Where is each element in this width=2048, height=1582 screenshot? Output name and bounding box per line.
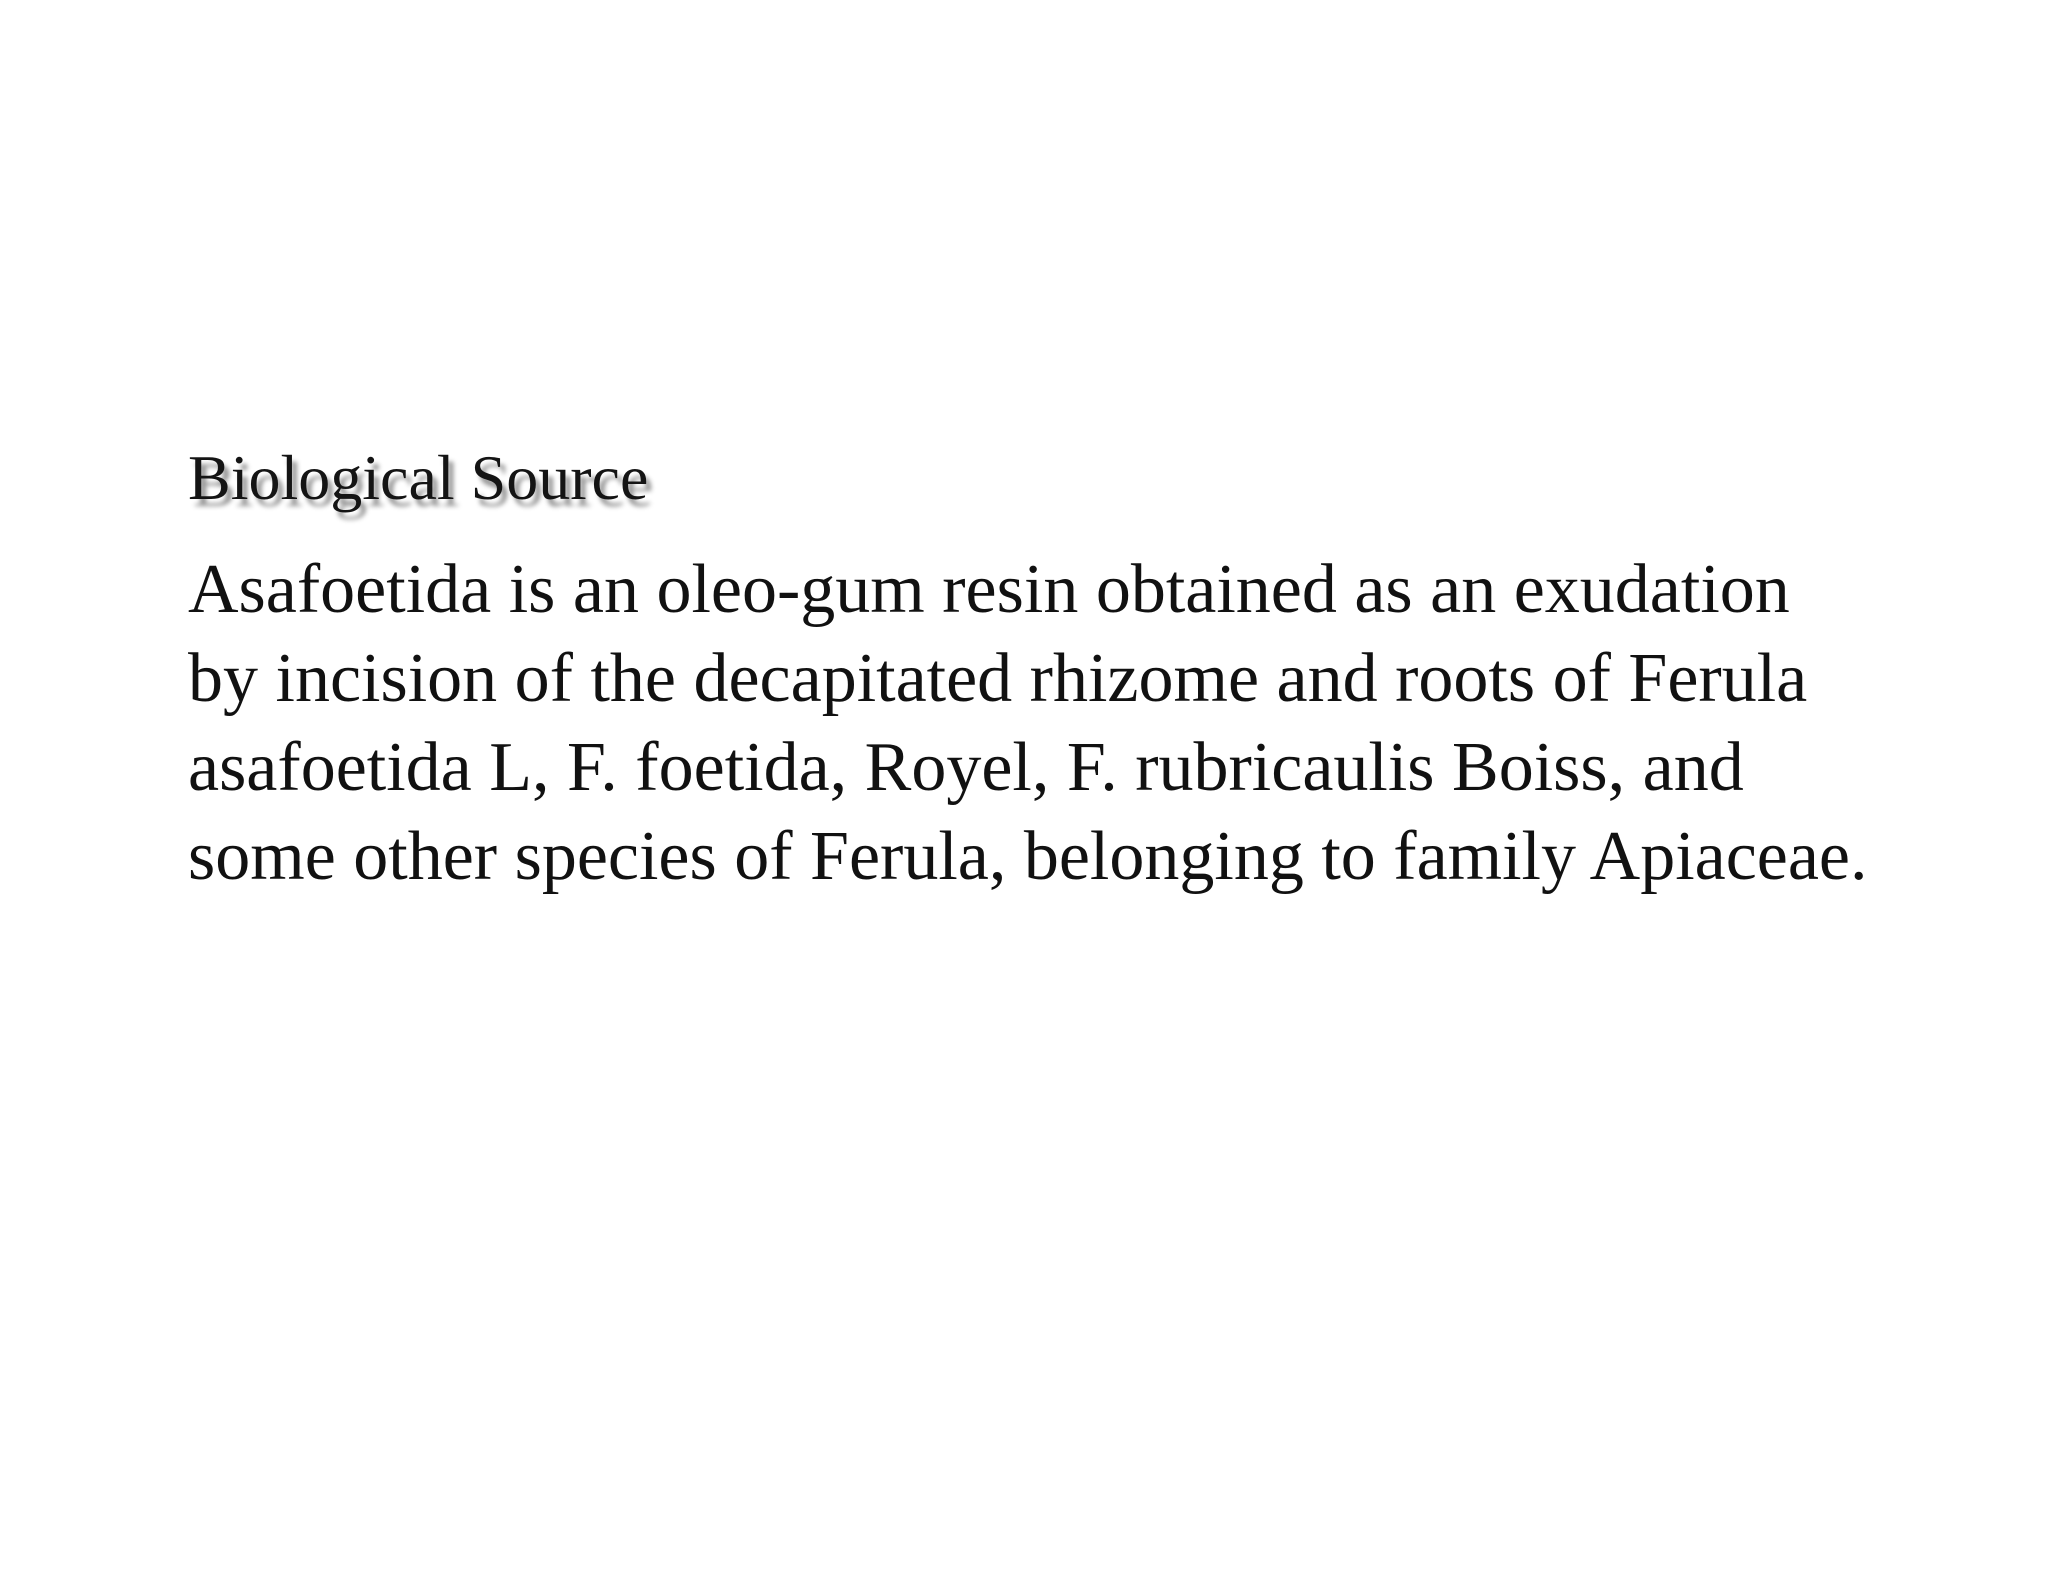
body-line: Asafoetida is an oleo-gum resin obtained as an exudation [188, 551, 1790, 628]
body-line: by incision of the decapitated rhizome and roots of Ferula [188, 640, 1808, 717]
body-line: asafoetida L, F. foetida, Royel, F. rubricaulis Boiss, and [188, 729, 1744, 806]
body-line: some other species of Ferula, belonging to family Apiaceae. [188, 818, 1868, 895]
slide-heading: Biological Source [188, 442, 649, 513]
slide-body [188, 545, 1868, 901]
